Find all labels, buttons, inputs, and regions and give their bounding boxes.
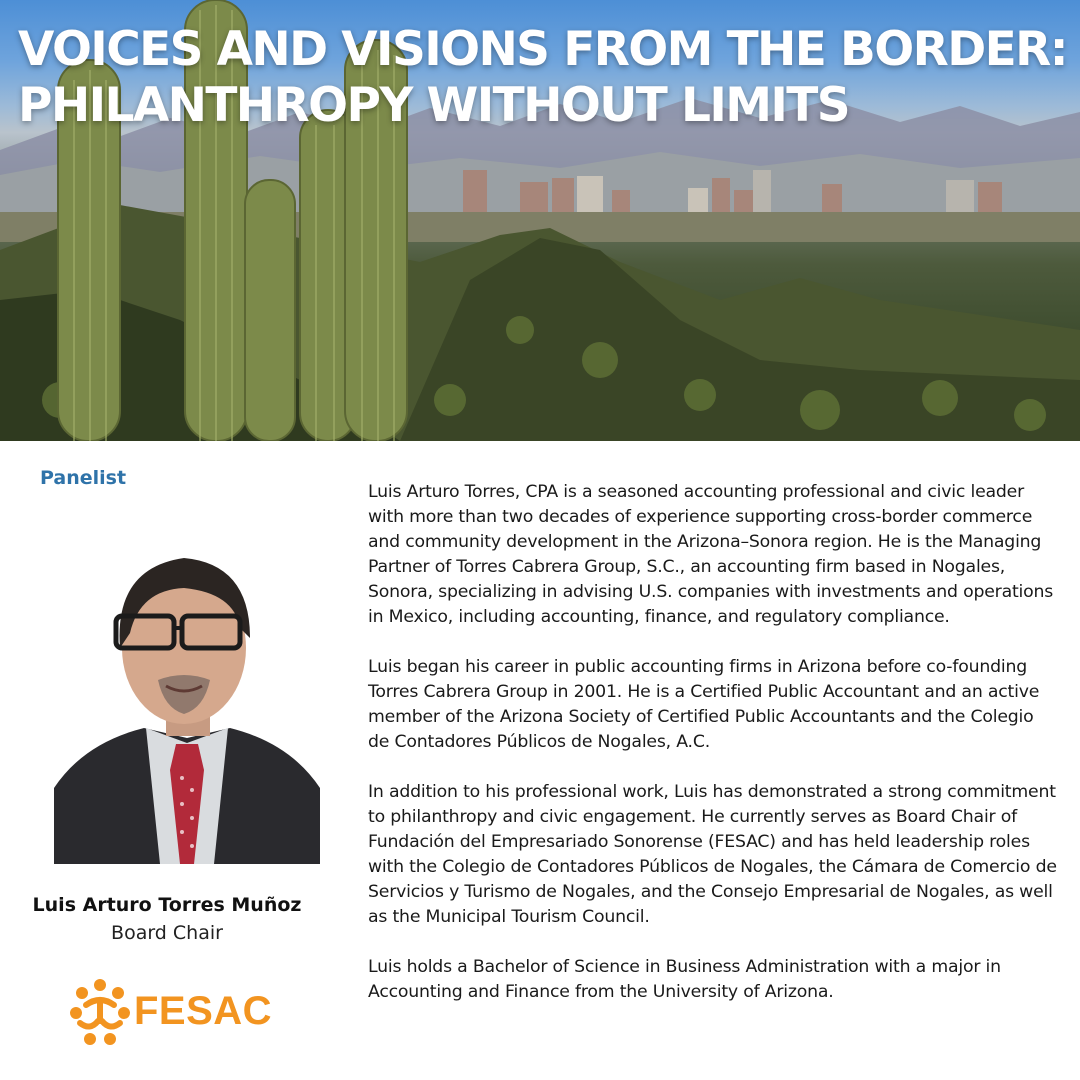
- event-title: [18, 22, 1067, 134]
- bio-paragraph-3: In addition to his professional work, Luis has demonstrated a strong commitment to philanthropy and civic engagement. He currently serves as Board Chair of Fundación del Empresariado Sonorense (FESAC) and has held leadership roles with the Colegio de Contadores Públicos de Nogales, the Cámara de Comercio de Servicios y Turismo de Nogales, and the Consejo Empresarial de Nogales, as well as the Municipal Tourism Council.: [368, 782, 1057, 927]
- panelist-name: Luis Arturo Torres Muñoz: [32, 894, 302, 916]
- panelist-photo: [54, 538, 320, 864]
- portrait-image: [54, 538, 320, 864]
- panelist-label: Panelist: [40, 467, 127, 489]
- hero-banner: [0, 0, 1080, 441]
- bio-paragraph-2: Luis began his career in public accounting firms in Arizona before co-founding Torres Cabrera Group in 2001. He is a Certified Public Accountant and an active member of the Arizona Society of Certified Public Accountants and the Colegio de Contadores Públicos de Nogales, A.C.: [368, 657, 1040, 752]
- fesac-logo-text: FESAC: [134, 989, 273, 1033]
- event-title-line-1: VOICES AND VISIONS FROM THE BORDER:: [18, 22, 1067, 77]
- bio-paragraph-4: Luis holds a Bachelor of Science in Business Administration with a major in Accounting and Finance from the University of Arizona.: [368, 957, 1001, 1002]
- event-title-line-2: PHILANTHROPY WITHOUT LIMITS: [18, 78, 849, 133]
- bio-paragraph-1: Luis Arturo Torres, CPA is a seasoned accounting professional and civic leader with more than two decades of experience supporting cross-border commerce and community development in the Arizona–Sonora region. He is the Managing Partner of Torres Cabrera Group, S.C., an accounting firm based in Nogales, Sonora, specializing in advising U.S. companies with investments and operations in Mexico, including accounting, finance, and regulatory compliance.: [368, 482, 1054, 627]
- fesac-logo: [68, 977, 288, 1047]
- panelist-biography: [368, 480, 1058, 1030]
- panelist-role: Board Chair: [111, 922, 223, 944]
- fesac-people-icon: [68, 977, 132, 1047]
